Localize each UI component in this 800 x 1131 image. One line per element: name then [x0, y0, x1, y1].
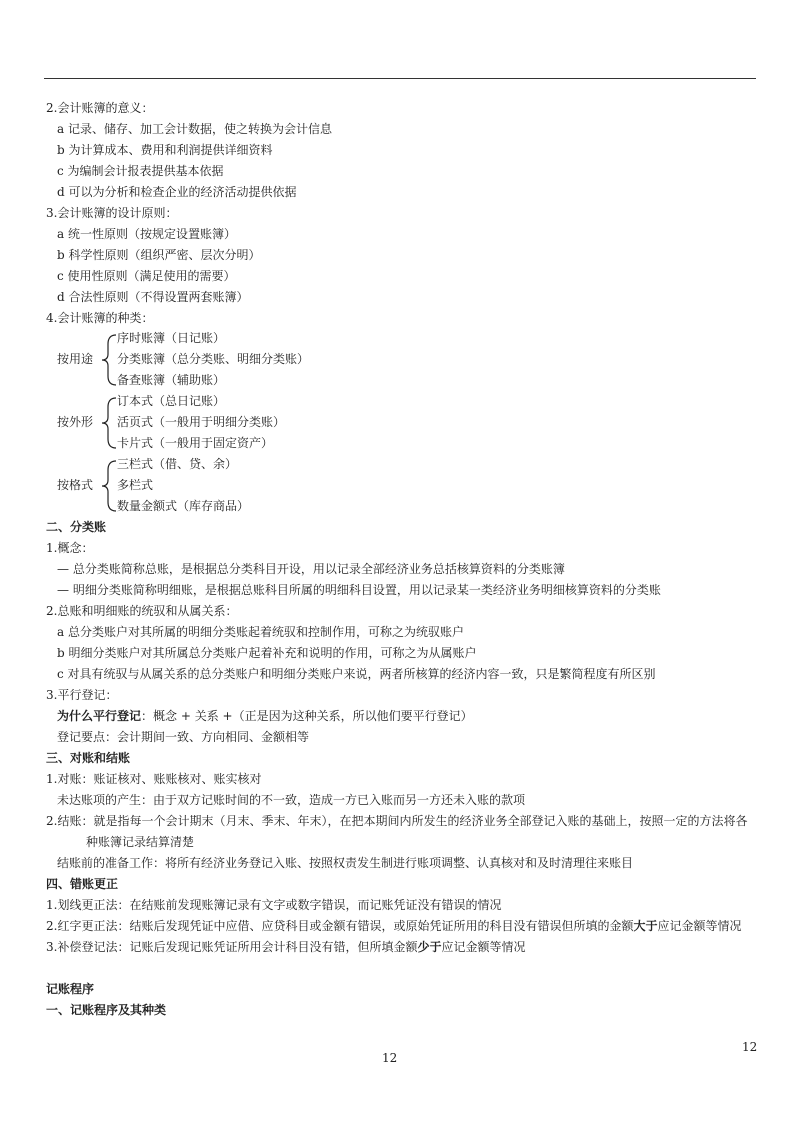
brace-item: 卡片式（一般用于固定资产）: [117, 436, 274, 450]
section-title: 3.会计账簿的设计原则：: [46, 206, 178, 220]
list-item: — 明细分类账简称明细账，是根据总账科目所属的明细科目设置，用以记录某一类经济业务明细核算资料的分类账: [57, 583, 661, 597]
paragraph: 登记要点：会计期间一致、方向相同、金额相等: [57, 730, 310, 744]
subsection-title: 2.总账和明细账的统驭和从属关系：: [46, 604, 238, 618]
bold-term: 为什么平行登记: [57, 709, 142, 723]
list-item: b 明细分类账户对其所属总分类账户起着补充和说明的作用，可称之为从属账户: [57, 646, 477, 660]
list-item: d 合法性原则（不得设置两套账簿）: [57, 290, 249, 304]
list-item: b 为计算成本、费用和利润提供详细资料: [57, 143, 273, 157]
header-rule: [44, 78, 756, 79]
brace-item: 数量金额式（库存商品）: [117, 499, 250, 513]
paragraph: 1.对账：账证核对、账账核对、账实核对: [46, 772, 262, 786]
subsection-title: 3.平行登记：: [46, 688, 118, 702]
brace-group-label: 按格式: [57, 478, 94, 492]
paragraph: [46, 939, 525, 955]
section-heading: 一、记账程序及其种类: [46, 1003, 167, 1017]
list-item: c 为编制会计报表提供基本依据: [57, 164, 224, 178]
paragraph-text: 2.红字更正法：结账后发现凭证中应借、应贷科目或金额有错误，或原始凭证所用的科目没有错误但所填的金额: [46, 919, 634, 933]
paragraph: 2.结账：就是指每一个会计期末（月末、季末、年末），在把本期间内所发生的经济业务全部登记入账的基础上，按照一定的方法将各: [46, 814, 748, 828]
page-number-center: 12: [382, 1051, 398, 1065]
brace-item: 备查账簿（辅助账）: [117, 373, 226, 387]
paragraph-text: 应记金额等情况: [441, 940, 526, 954]
brace-item: 分类账簿（总分类账、明细分类账）: [117, 352, 310, 366]
bold-term: 少于: [417, 940, 442, 954]
section-heading: 二、分类账: [46, 520, 107, 534]
paragraph-text: 3.补偿登记法：记账后发现记账凭证所用会计科目没有错，但所填金额: [46, 940, 418, 954]
list-item: c 使用性原则（满足使用的需要）: [57, 269, 236, 283]
brace-item: 三栏式（借、贷、余）: [117, 457, 238, 471]
paragraph-text: 应记金额等情况: [657, 919, 742, 933]
paragraph: [57, 708, 473, 724]
section-title: 4.会计账簿的种类：: [46, 311, 154, 325]
bold-term: 大于: [633, 919, 658, 933]
section-title: 2.会计账簿的意义：: [46, 101, 154, 115]
brace-item: 多栏式: [117, 478, 154, 492]
paragraph-text: ：概念 + 关系 +（正是因为这种关系，所以他们要平行登记）: [141, 709, 473, 723]
section-heading: 四、错账更正: [46, 877, 119, 891]
paragraph: 未达账项的产生：由于双方记账时间的不一致，造成一方已入账而另一方还未入账的款项: [57, 793, 526, 807]
curly-brace-icon: [100, 334, 118, 386]
list-item: b 科学性原则（组织严密、层次分明）: [57, 248, 261, 262]
paragraph: 结账前的准备工作：将所有经济业务登记入账、按照权责发生制进行账项调整、认真核对和及时清理往来账目: [57, 856, 634, 870]
curly-brace-icon: [100, 460, 118, 512]
subsection-title: 1.概念：: [46, 541, 94, 555]
paragraph-continued: 种账簿记录结算清楚: [86, 835, 195, 849]
list-item: c 对具有统驭与从属关系的总分类账户和明细分类账户来说，两者所核算的经济内容一致，只是繁简程度有所区别: [57, 667, 656, 681]
list-item: d 可以为分析和检查企业的经济活动提供依据: [57, 185, 297, 199]
chapter-title: 记账程序: [46, 982, 95, 996]
list-item: a 总分类账户对其所属的明细分类账起着统驭和控制作用，可称之为统驭账户: [57, 625, 464, 639]
list-item: a 统一性原则（按规定设置账簿）: [57, 227, 236, 241]
brace-item: 活页式（一般用于明细分类账）: [117, 415, 286, 429]
list-item: — 总分类账简称总账，是根据总分类科目开设，用以记录全部经济业务总括核算资料的分类账簿: [57, 562, 565, 576]
brace-group-label: 按外形: [57, 415, 94, 429]
curly-brace-icon: [100, 397, 118, 449]
brace-group-label: 按用途: [57, 352, 94, 366]
paragraph: [46, 918, 742, 934]
paragraph: 1.划线更正法：在结账前发现账簿记录有文字或数字错误，而记账凭证没有错误的情况: [46, 898, 502, 912]
page-number-right: 12: [742, 1040, 758, 1054]
brace-item: 序时账簿（日记账）: [117, 331, 226, 345]
list-item: a 记录、储存、加工会计数据，使之转换为会计信息: [57, 122, 332, 136]
brace-item: 订本式（总日记账）: [117, 394, 226, 408]
section-heading: 三、对账和结账: [46, 751, 131, 765]
